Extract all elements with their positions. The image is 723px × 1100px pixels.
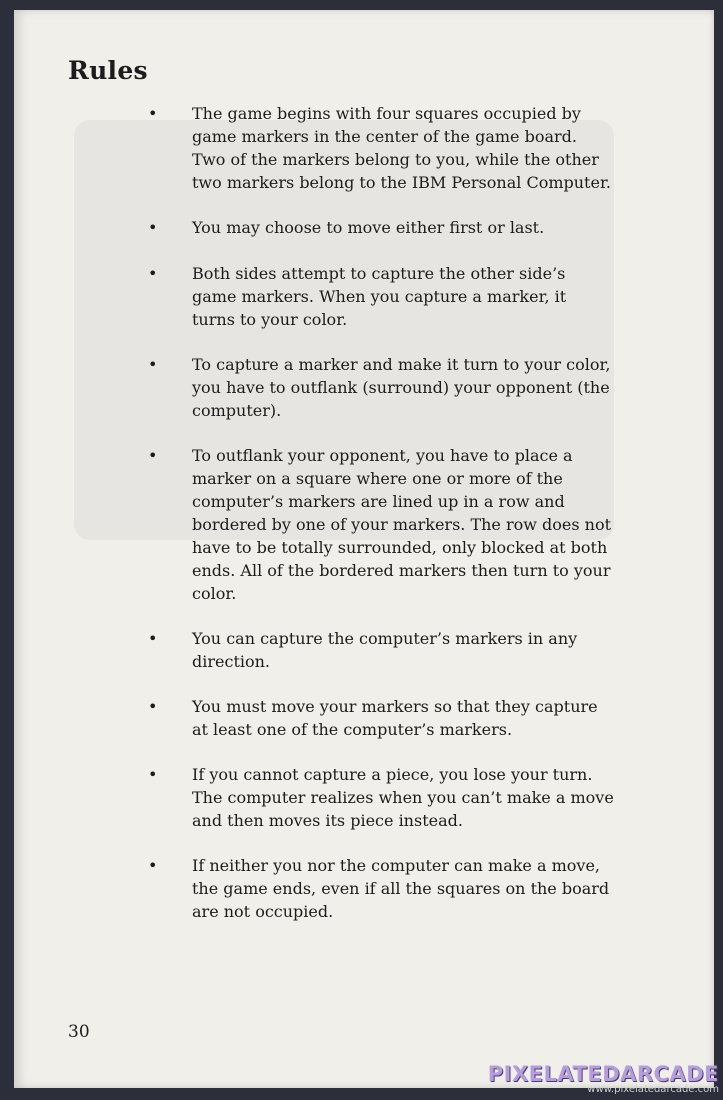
page-number: 30 (68, 1022, 90, 1042)
rule-item (144, 763, 614, 832)
rule-item (144, 854, 614, 923)
watermark-brand: PIXELATEDARCADE (487, 1062, 719, 1086)
rule-item (144, 102, 614, 194)
watermark-url: www.pixelatedarcade.com (587, 1084, 719, 1095)
rule-text: If you cannot capture a piece, you lose your turn. The computer realizes when you can’t make a move and then moves its piece instead. (192, 765, 614, 830)
bullet-icon: • (148, 446, 158, 465)
rule-text: The game begins with four squares occupied by game markers in the center of the game board. Two of the markers belong to you, while the other two markers belong to the IBM Personal Computer. (192, 104, 611, 192)
bullet-icon: • (148, 355, 158, 374)
bullet-icon: • (148, 629, 158, 648)
rule-text: You must move your markers so that they capture at least one of the computer’s markers. (192, 697, 598, 739)
rules-list (144, 102, 614, 923)
bullet-icon: • (148, 856, 158, 875)
rule-item (144, 627, 614, 673)
rule-text: You can capture the computer’s markers in any direction. (192, 629, 578, 671)
bullet-icon: • (148, 765, 158, 784)
rule-text: Both sides attempt to capture the other side’s game markers. When you capture a marker, it turns to your color. (192, 264, 567, 329)
rule-item (144, 695, 614, 741)
rule-item (144, 262, 614, 331)
rule-text: You may choose to move either first or last. (192, 218, 545, 237)
rule-text: To outflank your opponent, you have to place a marker on a square where one or more of the computer’s markers are lined up in a row and bordered by one of your markers. The row does not have to be totally surrounded, only blocked at both ends. All of the bordered markers then turn to your color. (192, 446, 612, 603)
rule-item (144, 444, 614, 605)
bullet-icon: • (148, 697, 158, 716)
bullet-icon: • (148, 104, 158, 123)
watermark (488, 1062, 719, 1095)
rule-text: If neither you nor the computer can make a move, the game ends, even if all the squares on the board are not occupied. (192, 856, 610, 921)
bullet-icon: • (148, 218, 158, 237)
page-title: Rules (68, 56, 148, 85)
rule-text: To capture a marker and make it turn to your color, you have to outflank (surround) your opponent (the computer). (192, 355, 611, 420)
bullet-icon: • (148, 264, 158, 283)
rule-item (144, 216, 614, 239)
manual-page (14, 10, 714, 1088)
rule-item (144, 353, 614, 422)
